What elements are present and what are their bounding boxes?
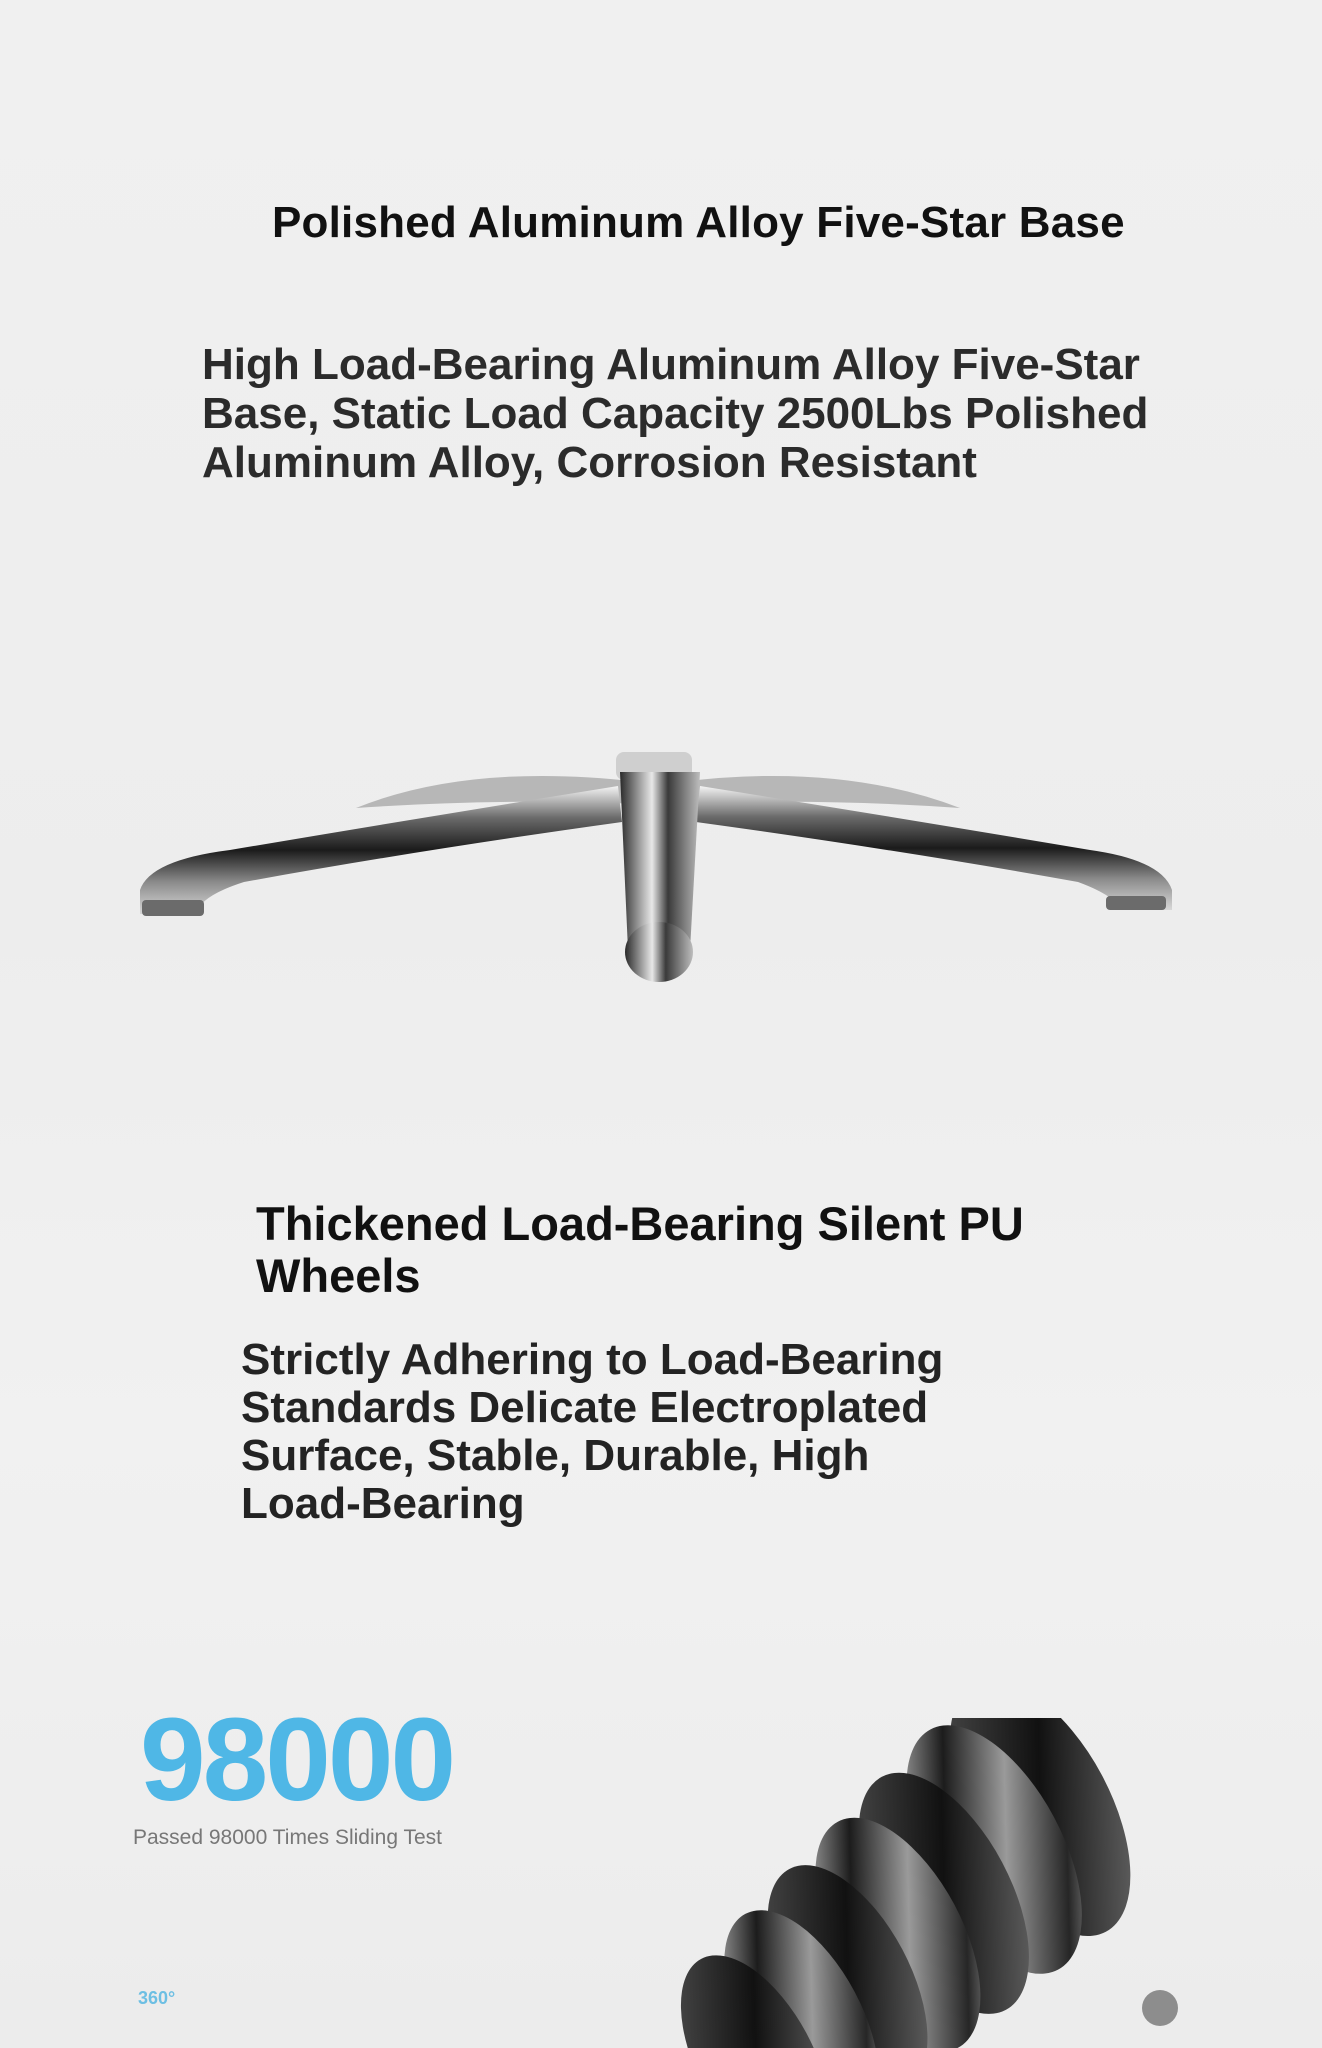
- sliding-test-count: 98000: [140, 1694, 454, 1826]
- wheels-section-title: Thickened Load-Bearing Silent PU Wheels: [256, 1197, 1024, 1302]
- base-section-title: Polished Aluminum Alloy Five-Star Base: [272, 198, 1125, 247]
- wheels-section-description: Strictly Adhering to Load-Bearing Standards Delicate Electroplated Surface, Stable, Durable, High Load-Bearing: [241, 1335, 944, 1528]
- five-star-base-image: [0, 700, 1322, 1020]
- rotation-degree-label: 360°: [138, 1988, 176, 2008]
- caster-wheel-image: [560, 1718, 1260, 2048]
- base-section-description: High Load-Bearing Aluminum Alloy Five-Star Base, Static Load Capacity 2500Lbs Polished Aluminum Alloy, Corrosion Resistant: [202, 340, 1149, 487]
- sliding-test-caption: Passed 98000 Times Sliding Test: [133, 1826, 442, 1849]
